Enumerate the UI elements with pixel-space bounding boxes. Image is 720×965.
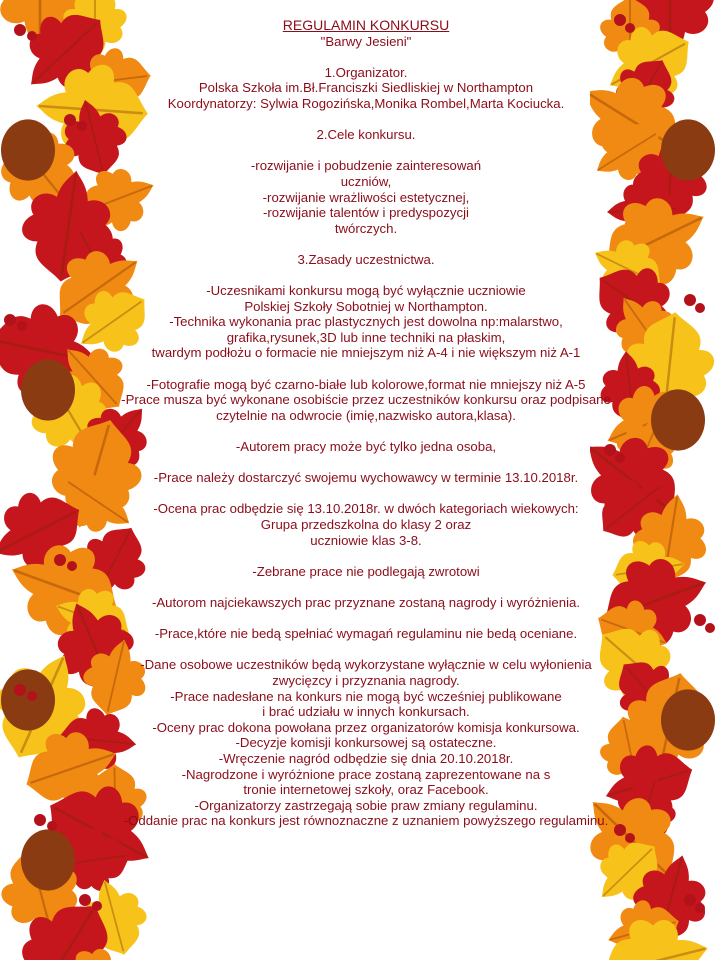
document-line: -Fotografie mogą być czarno-białe lub kolorowe,format nie mniejszy niż A-5 [146,376,586,392]
document-line: uczniowie klas 3-8. [310,532,422,548]
paragraph-spacer [120,236,612,252]
paragraph-spacer [120,268,612,284]
berry-icon [54,554,66,566]
chestnut-icon [661,689,715,750]
paragraph-spacer [120,49,612,65]
paragraph-spacer [120,611,612,627]
document-line: -Zebrane prace nie podlegają zwrotowi [252,563,480,579]
paragraph-spacer [120,548,612,564]
document-line: 3.Zasady uczestnictwa. [297,251,435,267]
document-line: Polskiej Szkoły Sobotniej w Northampton. [244,298,488,314]
document-line: -Oddanie prac na konkurs jest równoznaczne z uznaniem powyższego regulaminu. [123,813,609,829]
document-line: 2.Cele konkursu. [316,127,416,143]
document-line: -Decyzje komisji konkursowej są ostateczne. [235,735,497,751]
berry-icon [614,14,626,26]
paragraph-spacer [120,143,612,159]
berry-icon [77,121,87,131]
berry-icon [614,824,626,836]
berry-icon [684,894,696,906]
document-line: -Prace,które nie bedą spełniać wymagań regulaminu nie bedą oceniane. [154,626,578,642]
document-line: uczniów, [340,173,392,189]
document-line: 1.Organizator. [324,64,408,80]
paragraph-spacer [120,423,612,439]
document-title: REGULAMIN KONKURSU [282,17,450,33]
document-line: -Technika wykonania prac plastycznych jest dowolna np:malarstwo, [169,314,563,330]
document-body [120,49,612,829]
document-line: -rozwijanie talentów i predyspozycji [263,205,469,221]
regulation-document [120,18,612,829]
document-line: twardym podłożu o formacie nie mniejszym niż A-4 i nie większym niż A-1 [151,345,581,361]
berry-icon [4,314,16,326]
paragraph-spacer [120,579,612,595]
paragraph-spacer [120,642,612,658]
berry-icon [625,833,635,843]
document-line: tronie internetowej szkoły, oraz Facebook. [243,782,489,798]
berry-icon [684,294,696,306]
document-line: twórczych. [334,220,398,236]
document-line: -Autorom najciekawszych prac przyznane zostaną nagrody i wyróżnienia. [151,594,581,610]
berry-icon [625,23,635,33]
document-line: Polska Szkoła im.Bł.Franciszki Siedliskiej w Northampton [198,80,534,96]
document-line: -Oceny prac dokona powołana przez organizatorów komisja konkursowa. [152,719,580,735]
paragraph-spacer [120,112,612,128]
document-line: grafika,rysunek,3D lub inne techniki na płaskim, [226,329,506,345]
document-line: -Prace nadesłane na konkurs nie mogą być wcześniej publikowane [170,688,562,704]
chestnut-icon [21,359,75,420]
document-line: -Uczesnikami konkursu mogą być wyłącznie uczniowie [206,283,526,299]
chestnut-icon [1,669,55,730]
berry-icon [705,623,715,633]
document-line: Grupa przedszkolna do klasy 2 oraz [260,517,472,532]
document-line: -Nagrodzone i wyróżnione prace zostaną zaprezentowane na s [181,766,551,782]
berry-icon [695,303,705,313]
document-line: -Dane osobowe uczestników będą wykorzystane wyłącznie w celu wyłonienia [140,657,592,673]
paragraph-spacer [120,486,612,502]
berry-icon [67,561,77,571]
document-line: czytelnie na odwrocie (imię,nazwisko autora,klasa). [216,407,516,423]
berry-icon [64,114,76,126]
berry-icon [34,814,46,826]
berry-icon [14,684,26,696]
berry-icon [17,321,27,331]
berry-icon [14,24,26,36]
document-line: -Organizatorzy zastrzegają sobie praw zmiany regulaminu. [194,797,538,813]
document-line: -Prace musza być wykonane osobiście przez uczestników konkursu oraz podpisane [121,392,611,408]
chestnut-icon [1,119,55,180]
document-line: Koordynatorzy: Sylwia Rogozińska,Monika Rombel,Marta Kociucka. [167,95,565,111]
berry-icon [695,903,705,913]
document-line: -Wręczenie nagród odbędzie się dnia 20.10.2018r. [218,750,514,766]
berry-icon [92,901,102,911]
document-line: -Ocena prac odbędzie się 13.10.2018r. w dwóch kategoriach wiekowych: [153,501,579,517]
paragraph-spacer [120,455,612,471]
berry-icon [694,614,706,626]
document-line: zwycięzcy i przyznania nagrody. [272,672,460,688]
berry-icon [79,894,91,906]
chestnut-icon [21,829,75,890]
berry-icon [27,691,37,701]
chestnut-icon [661,119,715,180]
chestnut-icon [651,389,705,450]
document-line: i brać udziału w innych konkursach. [262,704,470,720]
document-line: -rozwijanie i pobudzenie zainteresowań [250,158,482,174]
document-line: -Prace należy dostarczyć swojemu wychowawcy w terminie 13.10.2018r. [153,470,579,486]
document-line: -rozwijanie wrażliwości estetycznej, [262,189,470,205]
document-line: -Autorem pracy może być tylko jedna osoba, [235,439,497,455]
paragraph-spacer [120,361,612,377]
berry-icon [27,31,37,41]
document-subtitle: "Barwy Jesieni" [320,33,412,49]
berry-icon [615,453,625,463]
berry-icon [47,821,57,831]
